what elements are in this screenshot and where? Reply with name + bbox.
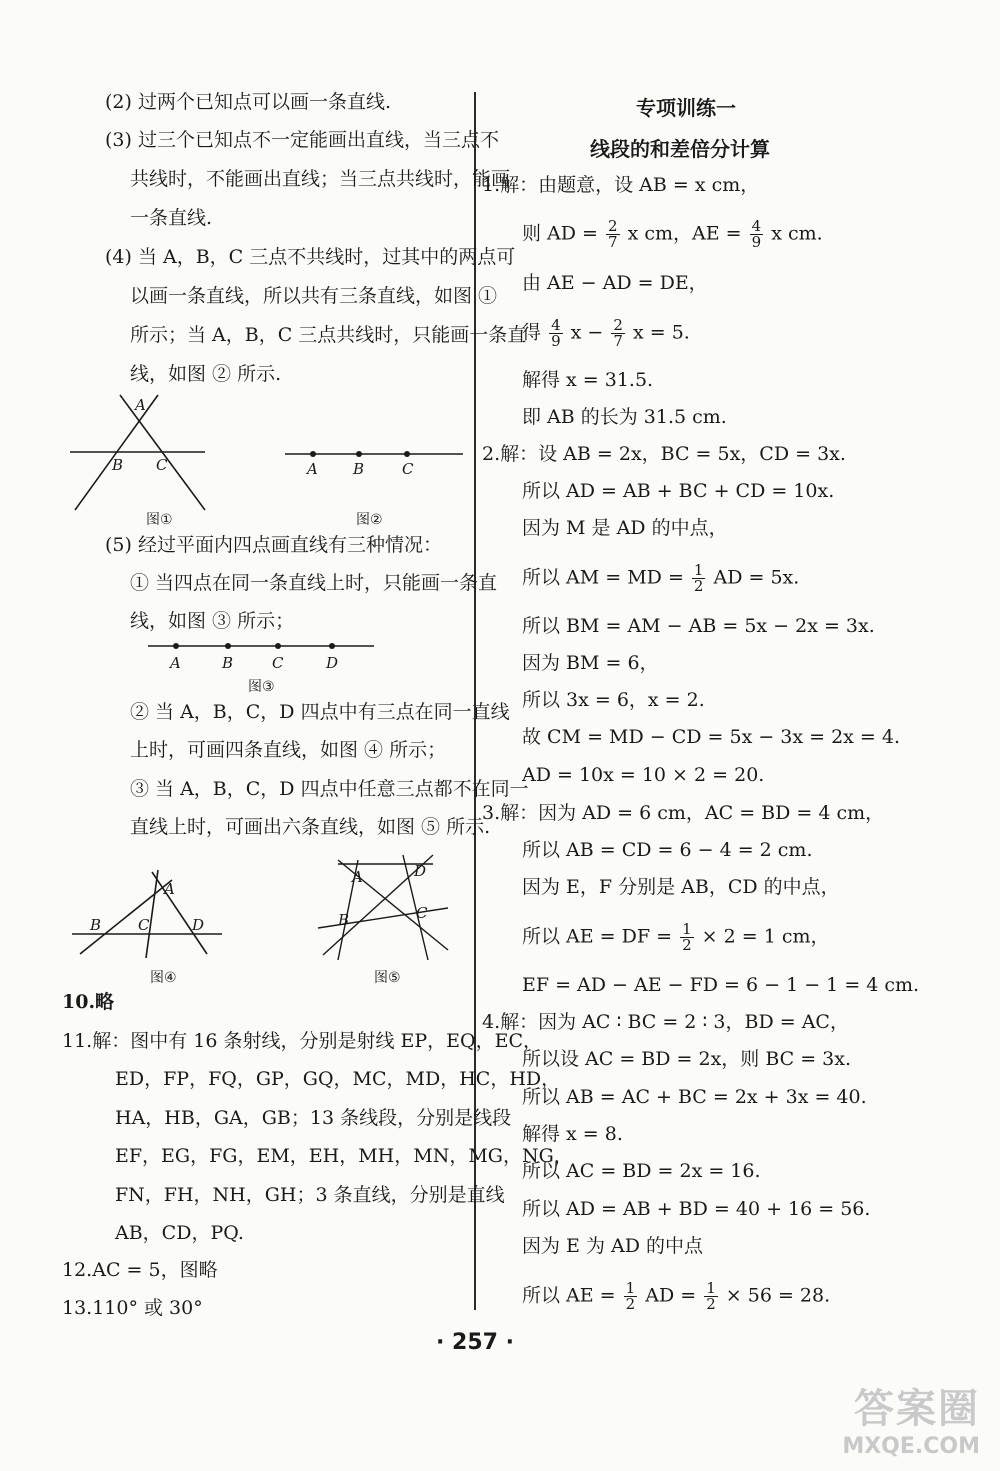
fig2-label-a: A (307, 460, 318, 478)
solution-3-line1: 3.解：因为 AD = 6 cm，AC = BD = 4 cm， (482, 802, 885, 824)
fig5-label-d: D (414, 862, 427, 880)
answer-5c-line2: 直线上时，可画出六条直线，如图 ⑤ 所示. (130, 816, 491, 838)
solution-2-line5: 所以 BM = AM − AB = 5x − 2x = 3x. (522, 615, 875, 637)
watermark-logo: 答案圈 MXQE.COM (842, 1386, 980, 1459)
page-number: · 257 · (436, 1330, 514, 1355)
solution-2-line1: 2.解：设 AB = 2x，BC = 5x，CD = 3x. (482, 443, 846, 465)
answer-5a-line2: 线，如图 ③ 所示； (130, 610, 295, 632)
fraction-2-7: $\frac{2}{7}$ (608, 217, 618, 251)
fig4-label-c: C (138, 916, 150, 934)
section-title: 专项训练一 (636, 96, 736, 120)
solution-1-line5: 解得 x = 31.5. (522, 369, 654, 391)
solution-2-line7: 所以 3x = 6，x = 2. (522, 689, 705, 711)
answer-4-line2: 以画一条直线，所以共有三条直线，如图 ① (130, 285, 498, 307)
answer-5a-line1: ① 当四点在同一条直线上时，只能画一条直 (130, 572, 498, 594)
fig4-label-d: D (192, 916, 205, 934)
solution-1-line4: 得 $\frac{4}{9}$ x − $\frac{2}{7}$ x = 5. (522, 316, 690, 350)
solution-4-line7: 因为 E 为 AD 的中点 (522, 1235, 703, 1257)
solution-4-line8: 所以 AE = $\frac{1}{2}$ AD = $\frac{1}{2}$ × 56 = 28. (522, 1279, 831, 1313)
fraction-4-9: $\frac{4}{9}$ (551, 316, 561, 350)
answer-5: (5) 经过平面内四点画直线有三种情况： (105, 534, 442, 556)
figure-2 (285, 440, 465, 478)
figure-2-caption: 图② (356, 512, 383, 528)
answer-11-line3: HA，HB，GA，GB；13 条线段，分别是线段 (115, 1107, 512, 1129)
fig3-label-a: A (170, 654, 181, 672)
fig3-label-d: D (326, 654, 339, 672)
answer-12: 12.AC = 5，图略 (62, 1259, 218, 1281)
answer-11-line5: FN，FH，NH，GH；3 条直线，分别是直线 (115, 1184, 505, 1206)
fig5-label-c: C (416, 904, 428, 922)
solution-4-line1: 4.解：因为 AC ∶ BC = 2 ∶ 3，BD = AC， (482, 1011, 849, 1033)
solution-2-line9: AD = 10x = 10 × 2 = 20. (522, 764, 765, 786)
answer-2: (2) 过两个已知点可以画一条直线. (105, 91, 391, 113)
fig1-label-a: A (135, 396, 146, 414)
solution-2-line8: 故 CM = MD − CD = 5x − 3x = 2x = 4. (522, 726, 901, 748)
answer-13: 13.110° 或 30° (62, 1297, 203, 1319)
solution-4-line4: 解得 x = 8. (522, 1123, 623, 1145)
answer-4-line3: 所示；当 A，B，C 三点共线时，只能画一条直 (130, 324, 527, 346)
solution-2-line6: 因为 BM = 6， (522, 652, 659, 674)
solution-3-line4: 所以 AE = DF = $\frac{1}{2}$ × 2 = 1 cm， (522, 920, 830, 954)
fig3-label-b: B (222, 654, 234, 672)
fraction-4-9: $\frac{4}{9}$ (751, 217, 762, 251)
answer-11-line1: 11.解：图中有 16 条射线，分别是射线 EP，EQ，EC， (62, 1030, 543, 1052)
answer-11-line4: EF，EG，FG，EM，EH，MH，MN，MG，NG， (115, 1145, 573, 1167)
section-subtitle: 线段的和差倍分计算 (590, 137, 770, 161)
fraction-1-2: $\frac{1}{2}$ (625, 1279, 636, 1313)
answer-3-line1: (3) 过三个已知点不一定能画出直线，当三点不 (105, 129, 499, 151)
answer-5b-line2: 上时，可画四条直线，如图 ④ 所示； (130, 739, 447, 761)
answer-5b-line1: ② 当 A，B，C，D 四点中有三点在同一直线 (130, 701, 510, 723)
fig1-label-b: B (112, 456, 124, 474)
figure-5 (318, 850, 458, 970)
answer-4-line1: (4) 当 A，B，C 三点不共线时，过其中的两点可 (105, 246, 516, 268)
fig2-label-b: B (353, 460, 365, 478)
figure-1 (60, 390, 220, 520)
solution-1-line1: 1.解：由题意，设 AB = x cm， (482, 174, 760, 196)
answer-4-line4: 线，如图 ② 所示. (130, 363, 282, 385)
solution-4-line2: 所以设 AC = BD = 2x，则 BC = 3x. (522, 1048, 852, 1070)
fig1-label-c: C (156, 456, 168, 474)
answer-11-line6: AB，CD，PQ. (115, 1222, 244, 1244)
solution-2-line2: 所以 AD = AB + BC + CD = 10x. (522, 480, 835, 502)
figure-3-caption: 图③ (248, 679, 275, 695)
fig5-label-b: B (338, 911, 350, 929)
solution-1-line3: 由 AE − AD = DE， (522, 272, 708, 294)
figure-5-caption: 图⑤ (374, 970, 401, 986)
fig3-label-c: C (272, 654, 284, 672)
answer-3-line3: 一条直线. (130, 207, 213, 229)
solution-4-line6: 所以 AD = AB + BD = 40 + 16 = 56. (522, 1198, 871, 1220)
figure-4 (72, 862, 232, 962)
fig2-label-c: C (402, 460, 414, 478)
solution-1-line2: 则 AD = $\frac{2}{7}$ x cm，AE = $\frac{4}{9}$ x cm. (522, 217, 823, 251)
solution-3-line3: 因为 E，F 分别是 AB，CD 的中点， (522, 876, 840, 898)
fraction-1-2: $\frac{1}{2}$ (682, 920, 692, 954)
fraction-1-2: $\frac{1}{2}$ (693, 561, 704, 595)
solution-1-line6: 即 AB 的长为 31.5 cm. (522, 406, 727, 428)
solution-3-line2: 所以 AB = CD = 6 − 4 = 2 cm. (522, 839, 813, 861)
solution-4-line3: 所以 AB = AC + BC = 2x + 3x = 40. (522, 1086, 867, 1108)
solution-2-line3: 因为 M 是 AD 的中点， (522, 517, 728, 539)
fig4-label-a: A (164, 880, 175, 898)
fraction-2-7: $\frac{2}{7}$ (613, 316, 623, 350)
answer-3-line2: 共线时，不能画出直线；当三点共线时，能画 (130, 168, 511, 190)
solution-4-line5: 所以 AC = BD = 2x = 16. (522, 1160, 761, 1182)
fig4-label-b: B (90, 916, 102, 934)
answer-11-line2: ED，FP，FQ，GP，GQ，MC，MD，HC，HD， (115, 1068, 561, 1090)
fig5-label-a: A (352, 868, 363, 886)
answer-10: 10.略 (62, 991, 115, 1013)
answer-5c-line1: ③ 当 A，B，C，D 四点中任意三点都不在同一 (130, 778, 529, 800)
solution-3-line5: EF = AD − AE − FD = 6 − 1 − 1 = 4 cm. (522, 974, 920, 996)
solution-2-line4: 所以 AM = MD = $\frac{1}{2}$ AD = 5x. (522, 561, 800, 595)
figure-4-caption: 图④ (150, 970, 177, 986)
figure-3 (148, 632, 378, 672)
figure-1-caption: 图① (146, 512, 173, 528)
fraction-1-2: $\frac{1}{2}$ (706, 1279, 716, 1313)
